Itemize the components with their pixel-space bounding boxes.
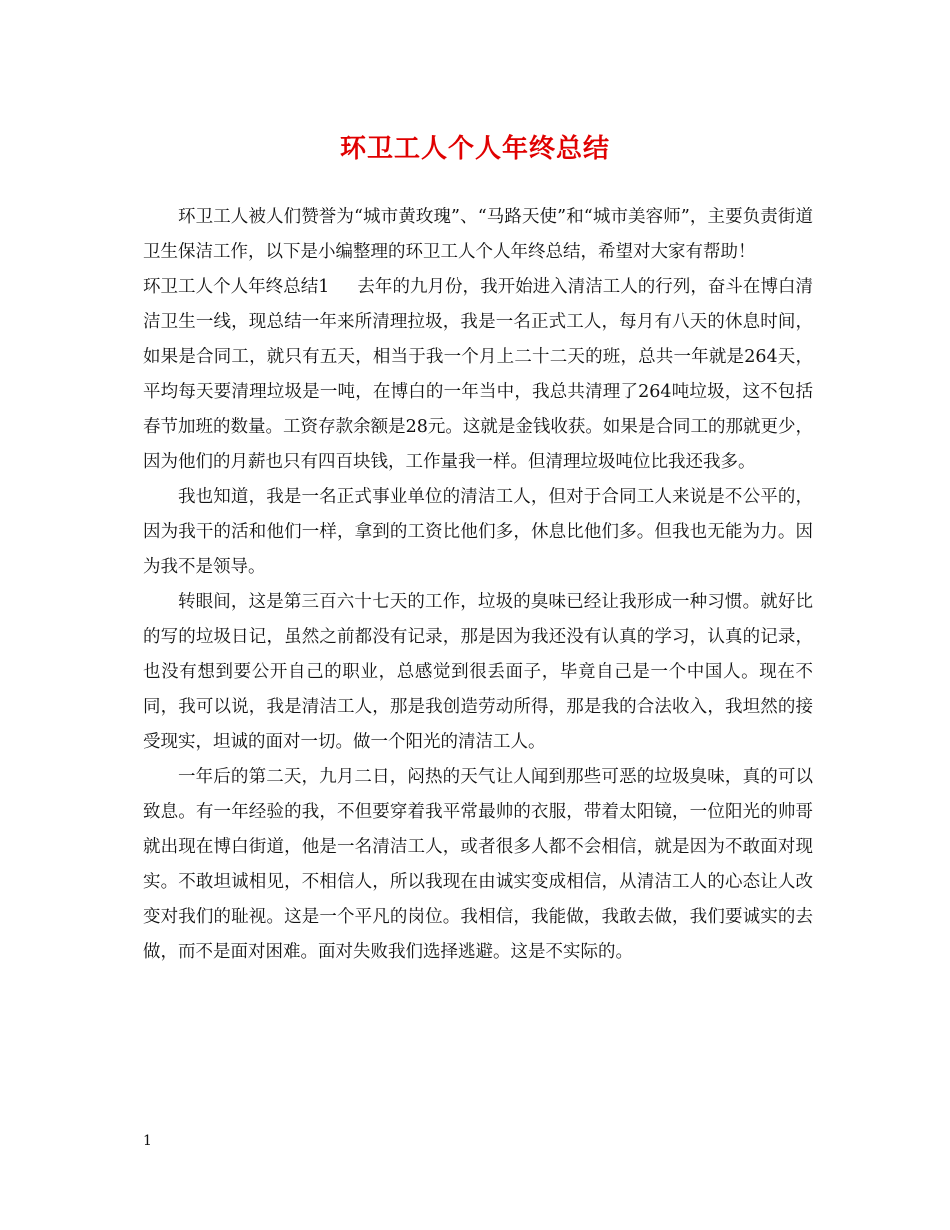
paragraph-3: 转眼间，这是第三百六十七天的工作，垃圾的臭味已经让我形成一种习惯。就好比的写的垃圾日记，虽然之前都没有记录，那是因为我还没有认真的学习，认真的记录，也没有想到要公开自己的职业，总感觉到很丢面子，毕竟自己是一个中国人。现在不同，我可以说，我是清洁工人，那是我创造劳动所得，那是我的合法收入，我坦然的接受现实，坦诚的面对一切。做一个阳光的清洁工人。	[143, 592, 813, 752]
section-1-heading: 环卫工人个人年终总结1	[143, 277, 330, 297]
paragraph-2: 我也知道，我是一名正式事业单位的清洁工人，但对于合同工人来说是不公平的，因为我干的活和他们一样，拿到的工资比他们多，休息比他们多。但我也无能为力。因为我不是领导。	[143, 487, 813, 577]
section-1-paragraph	[143, 270, 813, 480]
intro-paragraph: 环卫工人被人们赞誉为“城市黄玫瑰”、“马路天使”和“城市美容师”，主要负责街道卫生保洁工作，以下是小编整理的环卫工人个人年终总结，希望对大家有帮助！	[143, 207, 813, 262]
document-title: 环卫工人个人年终总结	[339, 134, 610, 164]
page-number: 1	[143, 1133, 152, 1149]
paragraph-1-text: 去年的九月份，我开始进入清洁工人的行列，奋斗在博白清洁卫生一线，现总结一年来所清理拉圾，我是一名正式工人，每月有八天的休息时间，如果是合同工，就只有五天，相当于我一个月上二十二天的班，总共一年就是264天，平均每天要清理垃圾是一吨，在博白的一年当中，我总共清理了264吨垃圾，这不包括春节加班的数量。工资存款余额是28元。这就是金钱收获。如果是合同工的那就更少，因为他们的月薪也只有四百块钱，工作量我一样。但清理垃圾吨位比我还我多。	[143, 277, 813, 472]
paragraph-4: 一年后的第二天，九月二日，闷热的天气让人闻到那些可恶的垃圾臭味，真的可以致息。有一年经验的我，不但要穿着我平常最帅的衣服，带着太阳镜，一位阳光的帅哥就出现在博白街道，他是一名清洁工人，或者很多人都不会相信，就是因为不敢面对现实。不敢坦诚相见，不相信人，所以我现在由诚实变成相信，从清洁工人的心态让人改变对我们的耻视。这是一个平凡的岗位。我相信，我能做，我敢去做，我们要诚实的去做，而不是面对困难。面对失败我们选择逃避。这是不实际的。	[143, 767, 813, 962]
document-body	[143, 200, 813, 970]
